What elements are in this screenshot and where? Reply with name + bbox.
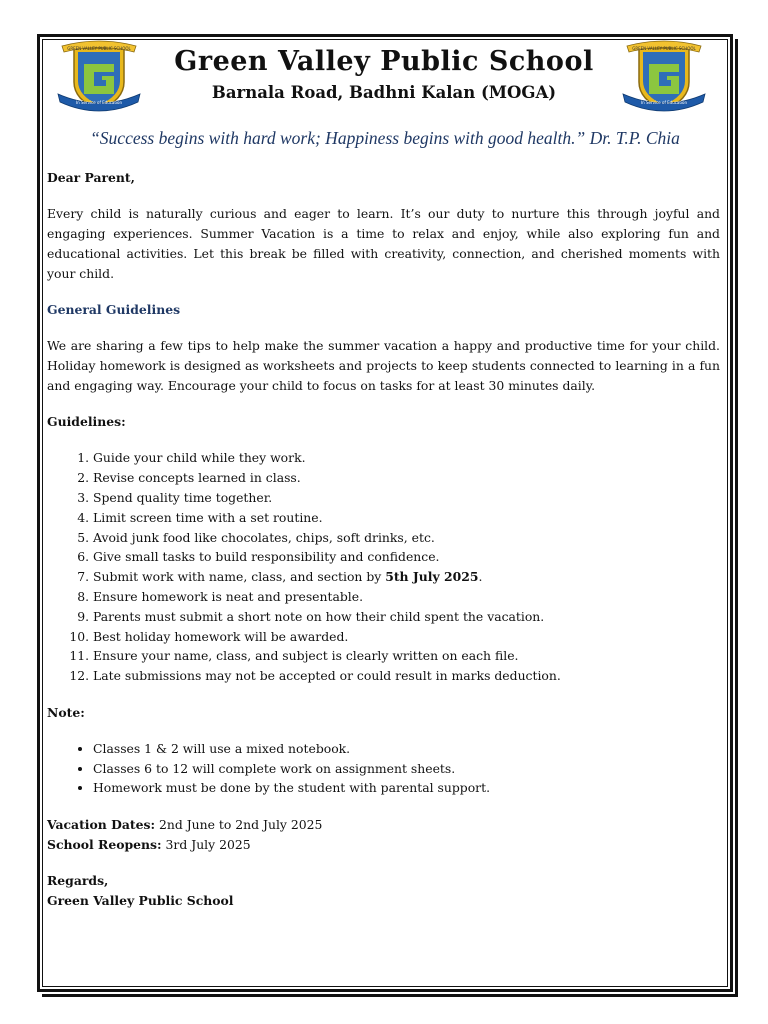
guideline-item	[93, 567, 720, 587]
note-item: • Classes 6 to 12 will complete work on assignment sheets.	[93, 759, 720, 779]
signoff: Green Valley Public School	[47, 892, 234, 908]
vacation-dates-value: 2nd June to 2nd July 2025	[155, 816, 323, 832]
guideline-item: 5. Avoid junk food like chocolates, chips, soft drinks, etc.	[93, 528, 720, 548]
guideline-item: 6. Give small tasks to build responsibility and confidence.	[93, 547, 720, 567]
vacation-dates-label: Vacation Dates:	[47, 816, 156, 832]
note-item: • Homework must be done by the student with parental support.	[93, 778, 720, 798]
svg-text:In Service of Education: In Service of Education	[75, 100, 123, 105]
note-heading: Note:	[47, 704, 85, 720]
guideline-text: Submit work with name, class, and section by	[93, 569, 386, 585]
notes-list	[47, 739, 720, 798]
guideline-item: 8. Ensure homework is neat and presentable.	[93, 587, 720, 607]
guideline-item: 3. Spend quality time together.	[93, 488, 720, 508]
note-item: • Classes 1 & 2 will use a mixed notebook.	[93, 739, 720, 759]
guideline-item: 9. Parents must submit a short note on how their child spent the vacation.	[93, 607, 720, 627]
guideline-item: 4. Limit screen time with a set routine.	[93, 508, 720, 528]
guideline-item: 1. Guide your child while they work.	[93, 448, 720, 468]
school-crest-logo-right	[619, 38, 709, 116]
guideline-item: 2. Revise concepts learned in class.	[93, 468, 720, 488]
guideline-item: 10. Best holiday homework will be awarded.	[93, 627, 720, 647]
motivational-quote: “Success begins with hard work; Happiness begins with good health.” Dr. T.P. Chia	[90, 128, 680, 148]
guideline-item: 12. Late submissions may not be accepted or could result in marks deduction.	[93, 666, 720, 686]
school-reopens-value: 3rd July 2025	[161, 836, 251, 852]
vacation-dates	[47, 815, 720, 835]
svg-text:GREEN VALLEY PUBLIC SCHOOL: GREEN VALLEY PUBLIC SCHOOL	[632, 46, 696, 51]
submit-deadline: 5th July 2025	[385, 569, 479, 585]
school-name-title: Green Valley Public School	[174, 46, 594, 77]
school-crest-logo-left	[54, 38, 144, 116]
svg-text:In Service of Education: In Service of Education	[640, 100, 688, 105]
school-reopens-label: School Reopens:	[47, 836, 162, 852]
guideline-end: .	[478, 569, 483, 585]
salutation: Dear Parent,	[47, 170, 135, 185]
intro-paragraph: Every child is naturally curious and eager to learn. It’s our duty to nurture this through joyful and engaging experiences. Summer Vacation is a time to relax and enjoy, while also exploring fun and educational activities. Let this break be filled with creativity, connection, and cherished moments with your child.	[47, 206, 720, 281]
general-guidelines-heading: General Guidelines	[47, 301, 181, 317]
guidelines-heading: Guidelines:	[47, 414, 126, 430]
school-address: Barnala Road, Badhni Kalan (MOGA)	[211, 83, 557, 102]
general-guidelines-paragraph: We are sharing a few tips to help make the summer vacation a happy and productive time for your child. Holiday homework is designed as worksheets and projects to keep students connected to learning in a fun and engaging way. Encourage your child to focus on tasks for at least 30 minutes daily.	[47, 338, 720, 393]
school-reopens	[47, 835, 720, 855]
guideline-item: 11. Ensure your name, class, and subject is clearly written on each file.	[93, 646, 720, 666]
svg-text:GREEN VALLEY PUBLIC SCHOOL: GREEN VALLEY PUBLIC SCHOOL	[67, 46, 131, 51]
guidelines-list	[47, 448, 720, 686]
letter-body	[47, 168, 720, 910]
regards: Regards,	[47, 872, 109, 888]
